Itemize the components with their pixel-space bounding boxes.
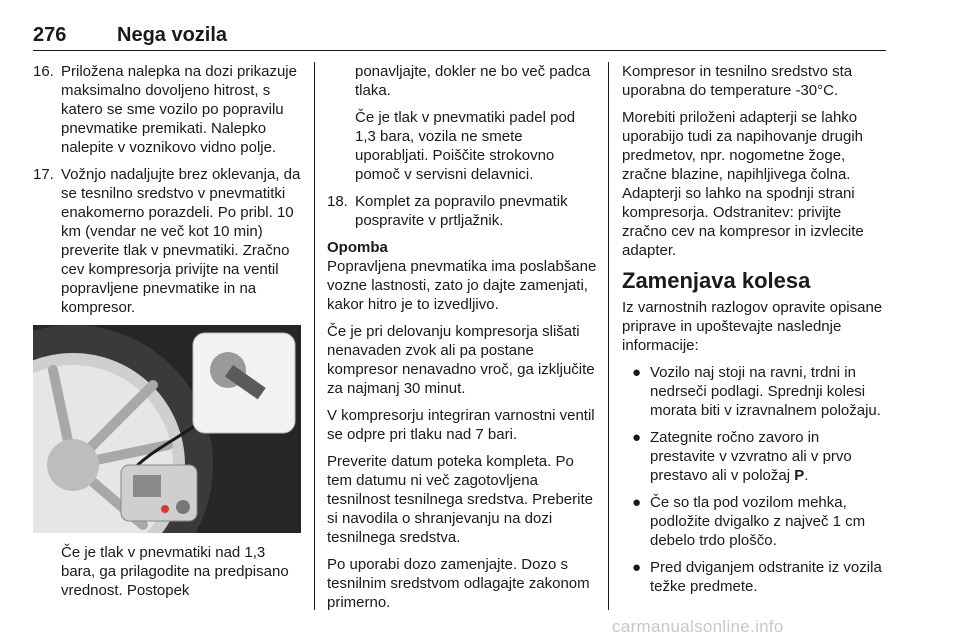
- bullet-icon: ●: [632, 364, 642, 381]
- page-header: [33, 20, 886, 51]
- bullet-icon: ●: [632, 559, 642, 576]
- note-paragraph: V kompresorju integriran varnostni ventil se odpre pri tlaku nad 7 bari.: [327, 407, 595, 443]
- paragraph: Kompresor in tesnilno sredstvo sta uporabna do temperature -30°C.: [622, 63, 853, 99]
- paragraph: Morebiti priloženi adapterji se lahko uporabijo tudi za napihovanje drugih predmetov, npr. nogometne žoge, zračne blazine, napihljivega čolna. Adapterji so lahko na spodnji strani kompresorja. Odstranitev: privijte zračno cev na kompresor in izvlecite adapter.: [622, 109, 864, 259]
- list-item-17: [33, 165, 301, 317]
- item-number: 17.: [33, 166, 54, 183]
- note-paragraph: Če je pri delovanju kompresorja slišati nenavaden zvok ali pa postane kompresor nenavadno vroč, ga izključite za najmanj 30 minut.: [327, 323, 595, 397]
- bullet-text: Pred dviganjem odstranite iz vozila težke predmete.: [650, 559, 882, 595]
- bullet-item: [622, 558, 888, 596]
- note-label: Opomba: [327, 239, 388, 256]
- figure-caption: Če je tlak v pnevmatiki nad 1,3 bara, ga prilagodite na predpisano vrednost. Postopek: [61, 544, 289, 599]
- bullet-text: Če so tla pod vozilom mehka, podložite dvigalko z največ 1 cm debelo trdo ploščo.: [650, 494, 866, 549]
- item-text: Priložena nalepka na dozi prikazuje maksimalno dovoljeno hitrost, s katero se sme vozilo po popravilu pnevmatike premikati. Nalepko nalepite v voznikovo vidno polje.: [61, 63, 297, 156]
- item-text: Vožnjo nadaljujte brez oklevanja, da se tesnilno sredstvo v pnevmatitki enakomerno porazdeli. Po pribl. 10 km (vendar ne več kot 10 min) preverite tlak v pnevmatiki. Zračno cev kompresorja privijte na ventil popravljene pnevmatike in na kompresor.: [61, 166, 301, 316]
- note-paragraph: Preverite datum poteka kompleta. Po tem datumu ni več zagotovljena tesnilnost tesnilnega sredstva. Preberite si navodila o shranjevanju na dozi tesnilnega sredstva.: [327, 453, 593, 546]
- bullet-text: Zategnite ročno zavoro in prestavite v vzvratno ali v prvo prestavo ali v položaj: [650, 429, 852, 484]
- page-number: 276: [33, 24, 67, 46]
- compressor-illustration: [33, 325, 301, 533]
- note-paragraph: Popravljena pnevmatika ima poslabšane vozne lastnosti, zato jo dajte zamenjati, kakor hitro je to izvedljivo.: [327, 258, 597, 313]
- watermark: carmanualsonline.info: [612, 617, 784, 636]
- section-title: Zamenjava kolesa: [622, 268, 811, 293]
- item-number: 16.: [33, 63, 54, 80]
- compressor-image: [33, 325, 301, 533]
- column-1: [33, 62, 301, 608]
- column-3: [622, 62, 888, 604]
- note-paragraph: Po uporabi dozo zamenjajte. Dozo s tesnilnim sredstvom odlagajte zakonom primerno.: [327, 556, 590, 611]
- bullet-item: [622, 428, 888, 485]
- bullet-icon: ●: [632, 494, 642, 511]
- column-divider: [314, 62, 315, 610]
- list-item-18: [327, 192, 597, 230]
- list-item-16: [33, 62, 301, 157]
- bullet-item: [622, 363, 888, 420]
- bullet-item: [622, 493, 888, 550]
- column-2: [327, 62, 597, 620]
- paragraph: Če je tlak v pnevmatiki padel pod 1,3 bara, vozila ne smete uporabljati. Poiščite strokovno pomoč v servisni delavnici.: [355, 109, 576, 183]
- item-text: Komplet za popravilo pnevmatik pospravite v prtljažnik.: [355, 193, 568, 229]
- bullet-text: Vozilo naj stoji na ravni, trdni in nedrseči podlagi. Sprednji kolesi morata biti v izravnalnem položaju.: [650, 364, 881, 419]
- gear-position-p: P: [794, 467, 805, 484]
- item-number: 18.: [327, 193, 348, 210]
- page-title: Nega vozila: [117, 24, 228, 46]
- paragraph: Iz varnostnih razlogov opravite opisane priprave in upoštevajte naslednje informacije:: [622, 299, 883, 354]
- bullet-text-end: .: [804, 467, 809, 484]
- bullet-icon: ●: [632, 429, 642, 446]
- paragraph: ponavljajte, dokler ne bo več padca tlaka.: [355, 63, 591, 99]
- column-divider: [608, 62, 609, 610]
